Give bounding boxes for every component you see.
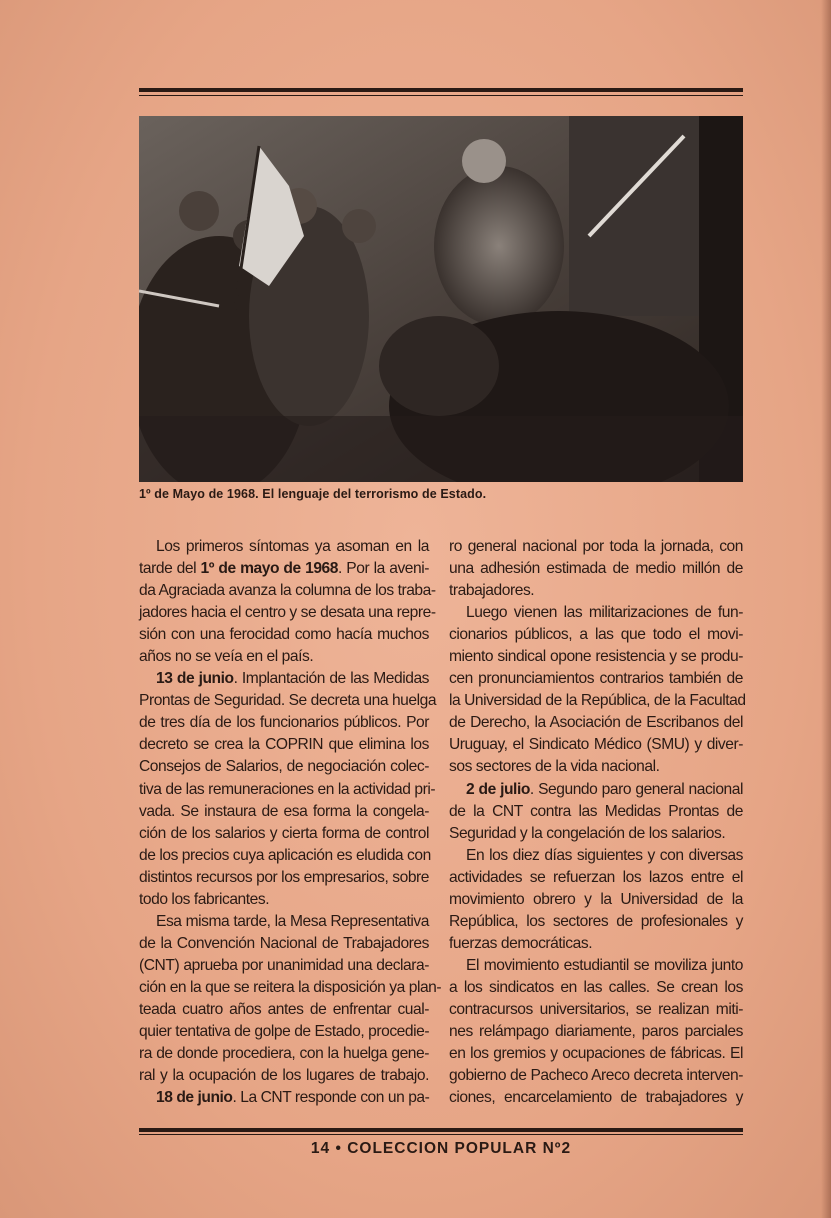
right-text-column <box>449 536 746 1109</box>
text-line <box>449 624 743 646</box>
text-line <box>449 536 743 558</box>
text-run: sos sectores de la vida nacional. <box>449 758 660 776</box>
text-line <box>449 999 743 1021</box>
text-line <box>139 955 429 977</box>
text-run: ral y la ocupación de los lugares de trabajo. <box>139 1067 429 1085</box>
text-run: la Universidad de la República, de la Facultad <box>449 692 746 710</box>
text-run: ra de donde procediera, con la huelga gene- <box>139 1045 429 1063</box>
text-run: actividades se refuerzan los lazos entre el <box>449 868 743 886</box>
text-run: distintos recursos por los empresarios, sobre <box>139 868 430 886</box>
text-run: . Por la aveni- <box>338 560 429 578</box>
text-line <box>139 867 429 889</box>
text-run: tiva de las remuneraciones en la actividad pri- <box>139 780 436 798</box>
left-text-column <box>139 536 442 1109</box>
text-run: de Derecho, la Asociación de Escribanos del <box>449 714 743 732</box>
text-line <box>139 823 429 845</box>
text-run: de la CNT contra las Medidas Prontas de <box>449 802 743 820</box>
text-line <box>139 1087 429 1109</box>
photo-caption: 1º de Mayo de 1968. El lenguaje del terrorismo de Estado. <box>139 487 487 501</box>
text-run: . La CNT responde con un pa- <box>232 1089 430 1107</box>
text-line <box>139 624 429 646</box>
text-line <box>139 1043 429 1065</box>
text-line <box>139 779 436 801</box>
text-run: tarde del <box>139 560 201 578</box>
text-run: Prontas de Seguridad. Se decreta una huelga <box>139 692 437 710</box>
text-line <box>139 911 429 933</box>
text-run: Luego vienen las militarizaciones de fun- <box>466 604 743 622</box>
text-line <box>449 845 743 867</box>
page-edge-shadow <box>821 0 831 1218</box>
photo-illustration <box>139 116 743 482</box>
text-run: (CNT) aprueba por unanimidad una declara- <box>139 956 429 974</box>
text-line <box>449 1087 743 1109</box>
text-line <box>139 712 429 734</box>
text-run: Consejos de Salarios, de negociación colec- <box>139 758 429 776</box>
text-run: ción en la que se reitera la disposición ya plan- <box>139 978 442 996</box>
text-run: contracursos universitarios, se realizan miti- <box>449 1000 743 1018</box>
text-line <box>449 779 743 801</box>
text-run: años no se veía en el país. <box>139 648 314 666</box>
bottom-rule-thin <box>139 1134 743 1135</box>
text-line <box>449 1043 743 1065</box>
text-run: Los primeros síntomas ya asoman en la <box>156 538 429 555</box>
text-run: Uruguay, el Sindicato Médico (SMU) y diver- <box>449 736 743 754</box>
text-line <box>139 668 429 690</box>
text-line <box>139 889 429 911</box>
text-run: ción de los salarios y cierta forma de control <box>139 824 429 842</box>
text-run: decreto se crea la COPRIN que elimina los <box>139 736 429 754</box>
text-line <box>139 756 429 778</box>
text-run: quier tentativa de golpe de Estado, procedie- <box>139 1023 430 1041</box>
text-line <box>449 911 743 933</box>
top-rule-thin <box>139 95 743 96</box>
text-line <box>449 823 743 845</box>
text-line <box>139 558 429 580</box>
text-line <box>449 712 743 734</box>
text-line <box>449 602 743 624</box>
text-line <box>139 580 436 602</box>
text-run: miento sindical opone resistencia y se produ- <box>449 648 743 666</box>
text-line <box>449 955 743 977</box>
text-line <box>449 867 743 889</box>
text-line <box>139 801 429 823</box>
text-run: teada cuatro años antes de enfrentar cual- <box>139 1000 429 1018</box>
text-run: República, los sectores de profesionales y <box>449 912 743 930</box>
bold-date: 2 de julio <box>466 780 530 798</box>
text-run: cen pronunciamientos contrarios también de <box>449 670 743 688</box>
bold-date: 18 de junio <box>156 1089 233 1107</box>
text-run: vada. Se instaura de esa forma la congela- <box>139 802 429 820</box>
text-run: . Implantación de las Medidas <box>233 670 430 688</box>
text-run: El movimiento estudiantil se moviliza junto <box>466 956 743 974</box>
text-line <box>449 690 746 712</box>
text-run: movimiento obrero y la Universidad de la <box>449 890 743 908</box>
text-line <box>139 690 437 712</box>
text-run: una adhesión estimada de medio millón de <box>449 560 743 578</box>
text-run: cionarios públicos, a las que todo el movi- <box>449 626 743 644</box>
text-run: Esa misma tarde, la Mesa Representativa <box>156 912 429 930</box>
text-line <box>139 1021 429 1043</box>
text-run: de los precios cuya aplicación es eludida con <box>139 846 431 864</box>
text-run: da Agraciada avanza la columna de los traba- <box>139 582 436 600</box>
text-line <box>449 1065 743 1087</box>
text-run: ro general nacional por toda la jornada, con <box>449 538 743 555</box>
text-line <box>139 646 429 668</box>
text-line <box>449 889 743 911</box>
bold-date: 13 de junio <box>156 670 234 688</box>
text-line <box>449 734 743 756</box>
text-line <box>139 845 429 867</box>
text-line <box>139 999 429 1021</box>
text-line <box>449 558 743 580</box>
text-line <box>139 536 429 558</box>
text-run: Seguridad y la congelación de los salarios. <box>449 824 726 842</box>
text-run: de la Convención Nacional de Trabajadores <box>139 934 429 952</box>
text-run: fuerzas democráticas. <box>449 934 593 952</box>
text-line <box>449 756 743 778</box>
text-run: trabajadores. <box>449 582 535 600</box>
text-line <box>139 1065 429 1087</box>
page-footer: 14 • COLECCION POPULAR Nº2 <box>310 1140 572 1157</box>
text-line <box>449 668 743 690</box>
bold-date: 1º de mayo de 1968 <box>200 560 339 578</box>
text-run: ciones, encarcelamiento de trabajadores y <box>449 1089 743 1107</box>
text-line <box>139 933 429 955</box>
protest-photo <box>139 116 743 482</box>
text-run: jadores hacia el centro y se desata una repre- <box>139 604 436 622</box>
bottom-rule <box>139 1128 743 1132</box>
text-line <box>139 602 436 624</box>
text-run: sión con una ferocidad como hacía muchos <box>139 626 429 644</box>
text-run: nes relámpago diariamente, paros parciales <box>449 1023 743 1041</box>
top-rule <box>139 88 743 92</box>
text-run: todo los fabricantes. <box>139 890 270 908</box>
text-line <box>449 933 743 955</box>
text-run: de tres día de los funcionarios públicos. Por <box>139 714 429 732</box>
text-line <box>449 646 743 668</box>
text-run: gobierno de Pacheco Areco decreta interven- <box>449 1067 743 1085</box>
text-line <box>139 734 429 756</box>
text-run: a los sindicatos en las calles. Se crean los <box>449 978 743 996</box>
text-line <box>449 1021 743 1043</box>
text-line <box>139 977 442 999</box>
text-line <box>449 580 743 602</box>
text-line <box>449 801 743 823</box>
text-run: en los gremios y ocupaciones de fábricas. El <box>449 1045 743 1063</box>
text-run: En los diez días siguientes y con diversas <box>466 846 743 864</box>
text-run: . Segundo paro general nacional <box>529 780 743 798</box>
text-line <box>449 977 743 999</box>
